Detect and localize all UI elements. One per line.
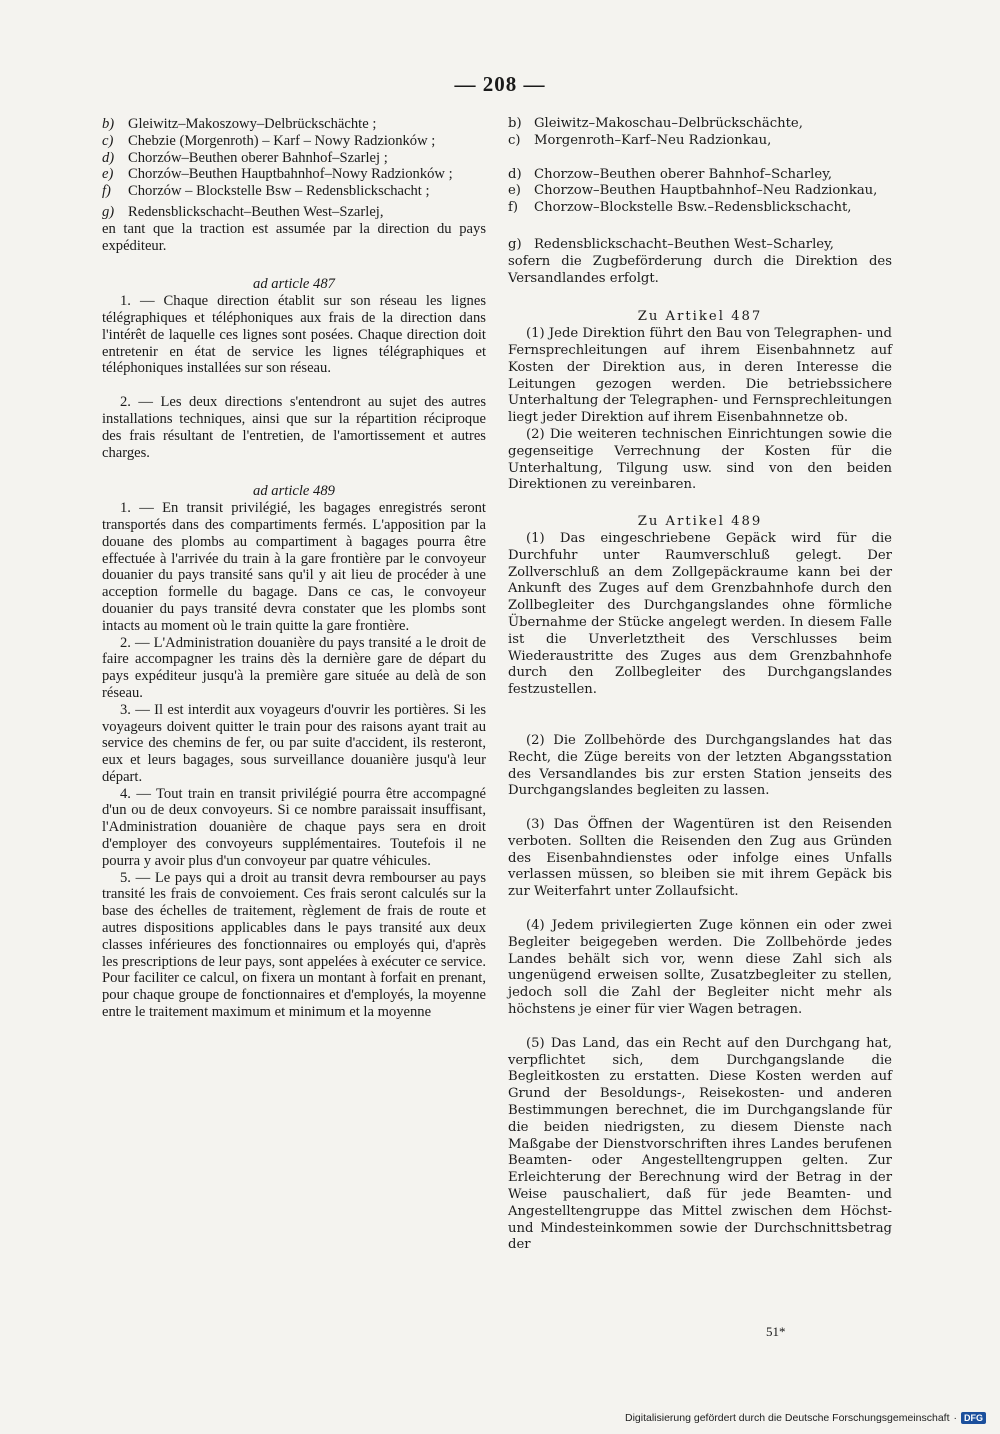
dfg-logo: DFG (961, 1412, 986, 1424)
section-heading: Zu Artikel 489 (637, 514, 763, 530)
digitization-footer (625, 1412, 986, 1424)
footer-text: Digitalisierung gefördert durch die Deutsche Forschungsgemeinschaft (624, 1412, 950, 1424)
section-heading: ad article 487 (253, 276, 335, 293)
list-item: b) Gleiwitz–Makoszowy–Delbrückschächte ; (102, 116, 377, 132)
tail-paragraph: en tant que la traction est assumée par la direction du pays expéditeur. (102, 220, 486, 254)
paragraph: 2. — L'Administration douanière du pays transité a le droit de faire accompagner les trains dès la dernière gare de départ du pays expéditeur jusqu'à la première gare située au delà de son réseau. (102, 634, 486, 701)
paragraph: (1) Das eingeschriebene Gepäck wird für die Durchfuhr unter Raumverschluß gelegt. Der Zollverschluß an dem Zollgepäckraume kann bei der Ankunft des Zuges auf dem Grenzbahnhofe durch den Zollbegleiter des Durchgangslandes ohne förmliche Übernahme der Stücke angelegt werden. In diesem Falle ist die Unverletztheit des Verschlusses beim Wiederaustritte des Zuges aus dem Grenzbahnhofe durch den Zollbegleiter des Durchgangslandes festzustellen. (508, 530, 892, 698)
paragraph: 3. — Il est interdit aux voyageurs d'ouvrir les portières. Si les voyageurs doivent quitter le train pour des raisons ayant trait au service des chemins de fer, ou par suite d'accident, ils resteront, eux et leurs bagages, sous surveillance douanière jusqu'à leur départ. (102, 701, 486, 785)
list-item: d) Chorzów–Beuthen oberer Bahnhof–Szarlej ; (102, 149, 388, 166)
list-item: e) Chorzów–Beuthen Hauptbahnhof–Nowy Radzionków ; (102, 166, 453, 183)
paragraph: (1) Jede Direktion führt den Bau von Telegraphen- und Fernsprechleitungen auf ihrem Eisenbahnnetz auf Kosten der Direktion aus, in deren Interesse die Leitungen gezogen werden. Die betriebssichere Unterhaltung der Telegraphen- und Fernsprechleitungen liegt jeder Direktion auf ihrem Eisenbahnnetze ob. (508, 326, 892, 426)
page-number: — 208 — (454, 72, 546, 96)
paragraph: (3) Das Öffnen der Wagentüren ist den Reisenden verboten. Sollten die Reisenden den Zug aus Gründen des Eisenbahndienstes oder infolge eines Unfalls verlassen müssen, so bleiben sie mit ihrem Gepäck bis zur Weiterfahrt unter Zollaufsicht. (508, 817, 892, 900)
german-column (508, 116, 892, 1254)
list-item: g) Redensblickschacht–Beuthen West–Szarlej, (102, 203, 384, 220)
paragraph: 5. — Le pays qui a droit au transit devra rembourser au pays transité les frais de convoiement. Ces frais seront calculés sur la base des échelles de traitement, règlement de frais de route et autres dispositions applicables dans le pays transité aux deux classes inférieures des fonctionnaires ou employés qui, d'après les prescriptions de leur pays, sont appelées à exécuter ce service. Pour faciliter ce calcul, on fixera un montant à forfait en prenant, pour chaque groupe de fonctionnaires et d'employés, la moyenne entre le traitement maximum et minimum et la moyenne (102, 869, 486, 1021)
section-heading: ad article 489 (253, 483, 335, 500)
paragraph: 1. — En transit privilégié, les bagages enregistrés seront transportés dans des compartiments fermés. L'apposition par la douane des plombs au compartiment à bagages pourra être effectuée à l'arrivée du train à la gare frontière par le convoyeur douanier du pays transité sans qu'il y ait lieu de procéder à une acception formelle du bagage. Dans ce cas, le convoyeur douanier du pays transité devra constater que les plombs sont intacts au moment où le train quitte la gare frontière. (102, 500, 486, 634)
paragraph: 1. — Chaque direction établit sur son réseau les lignes télégraphiques et téléphoniques aux frais de la direction dans l'intérêt de laquelle ces lignes sont posées. Chaque direction doit entretenir en état de service les lignes télégraphiques et téléphoniques installées sur son réseau. (102, 293, 486, 377)
french-column (102, 116, 486, 1021)
list-item: b) Gleiwitz–Makoschau–Delbrückschächte, (508, 116, 803, 131)
list-item: f) Chorzów – Blockstelle Bsw – Redensblickschacht ; (102, 183, 430, 200)
paragraph: (5) Das Land, das ein Recht auf den Durchgang hat, verpflichtet sich, dem Durchgangslande die Begleitkosten zu erstatten. Diese Kosten werden auf Grund der Besoldungs-, Reisekosten- und anderen Bestimmungen berechnet, die im Durchgangslande für die beiden niedrigsten, zu diesem Dienste nach Maßgabe der Dienstvorschriften ihres Landes berufenen Beamten- oder Angestelltengruppen gelten. Zur Erleichterung der Berechnung wird der Betrag in der Weise pauschaliert, daß für jede Beamten- und Angestelltengruppe das Mittel zwischen dem Höchst- und Mindesteinkommen sowie der Durchschnittsbetrag der (508, 1035, 892, 1253)
paragraph: (2) Die Zollbehörde des Durchgangslandes hat das Recht, die Züge bereits von der letzten Abgangsstation des Versandlandes bis zur ersten Station jenseits des Durchgangslandes begleiten zu lassen. (508, 732, 892, 799)
list-item: c) Morgenroth–Karf–Neu Radzionkau, (508, 132, 772, 148)
paragraph: 2. — Les deux directions s'entendront au sujet des autres installations techniques, ainsi que sur la répartition réciproque des frais résultant de l'entretien, de l'amortissement et autres charges. (102, 394, 486, 461)
list-item: e) Chorzow–Beuthen Hauptbahnhof–Neu Radzionkau, (508, 183, 878, 199)
tail-paragraph: sofern die Zugbeförderung durch die Direktion des Versandlandes erfolgt. (508, 253, 892, 286)
section-heading: Zu Artikel 487 (637, 309, 763, 325)
paragraph: 4. — Tout train en transit privilégié pourra être accompagné d'un ou de deux convoyeurs. Si ce nombre paraissait insuffisant, l'Administration douanière de chaque pays sera en droit d'employer des convoyeurs supplémentaires. Toutefois il ne pourra y avoir plus d'un convoyeur par quatre véhicules. (102, 785, 486, 869)
separator: · (953, 1412, 957, 1424)
list-item: c) Chebzie (Morgenroth) – Karf – Nowy Radzionków ; (102, 132, 436, 149)
paragraph: (2) Die weiteren technischen Einrichtungen sowie die gegenseitige Verrechnung der Kosten für die Unterhaltung, Tilgung usw. sind von den beiden Direktionen zu vereinbaren. (508, 426, 892, 493)
list-item: f) Chorzow–Blockstelle Bsw.–Redensblickschacht, (508, 200, 852, 216)
paragraph: (4) Jedem privilegierten Zuge können ein oder zwei Begleiter beigegeben werden. Die Zollbehörde jedes Landes behält sich vor, wenn diese Zahl sich als ungenügend erweisen sollte, Zusatzbegleiter zu stellen, jedoch soll die Zahl der Begleiter nicht mehr als höchstens je einer für vier Wagen betragen. (508, 918, 892, 1018)
list-item: d) Chorzow–Beuthen oberer Bahnhof–Scharley, (508, 166, 833, 182)
list-item: g) Redensblickschacht–Beuthen West–Scharley, (508, 236, 834, 252)
signature-mark: 51* (766, 1324, 786, 1339)
